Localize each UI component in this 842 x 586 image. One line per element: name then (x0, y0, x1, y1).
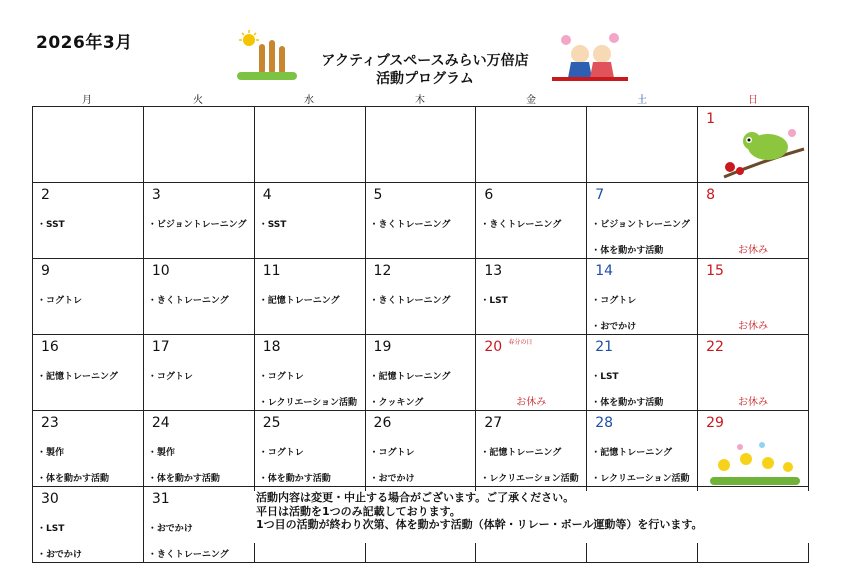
weekday-header (32, 91, 808, 105)
activity-item: ・記憶トレーニング (37, 372, 118, 382)
note-line: 平日は活動を1つのみ記載しております。 (256, 504, 461, 518)
activity-item: ・コグトレ (369, 448, 415, 458)
day-number: 17 (151, 339, 170, 355)
day-cell (143, 183, 254, 259)
activity-item: ・おでかけ (37, 550, 82, 560)
day-number: 15 (706, 263, 724, 279)
facility-name: アクティブスペースみらい万倍店 (321, 53, 529, 69)
day-cell (587, 411, 698, 487)
day-cell (33, 335, 144, 411)
day-number: 16 (41, 339, 59, 355)
activity-item: ・製作 (37, 448, 65, 458)
activity-item: ・体を動かす活動 (147, 474, 220, 484)
activity-item: ・きくトレーニング (147, 550, 229, 560)
day-number: 3 (151, 187, 161, 203)
note-line: 活動内容は変更・中止する場合がございます。ご了承ください。 (256, 491, 575, 504)
hina-dolls-icon (552, 30, 628, 82)
activity-item: ・ビジョントレーニング (591, 220, 690, 230)
day-number: 2 (41, 187, 50, 203)
day-number: 4 (262, 187, 272, 203)
day-cell (698, 183, 809, 259)
day-number: 9 (41, 263, 50, 279)
activity-item: ・きくトレーニング (369, 220, 451, 230)
day-cell (476, 107, 587, 183)
calendar-week (33, 411, 809, 487)
day-number: 29 (706, 415, 724, 431)
day-number: 6 (484, 187, 494, 203)
day-cell (476, 335, 587, 411)
day-cell (476, 259, 587, 335)
closed-label: お休み (516, 397, 547, 408)
day-number: 28 (595, 415, 614, 431)
day-cell (365, 107, 476, 183)
activity-item: ・コグトレ (591, 296, 637, 306)
day-number: 7 (595, 187, 605, 203)
activity-item: ・おでかけ (147, 524, 193, 534)
day-number: 13 (484, 263, 503, 279)
month-title: 2026年3月 (36, 33, 133, 53)
day-number: 30 (41, 491, 59, 507)
day-cell (698, 335, 809, 411)
activity-item: ・レクリエーション活動 (258, 398, 357, 408)
activity-item: ・きくトレーニング (147, 296, 229, 306)
weekday-thu: 木 (415, 95, 425, 106)
day-number: 10 (151, 263, 170, 279)
day-cell (143, 487, 254, 563)
activity-item: ・体を動かす活動 (591, 398, 664, 408)
day-cell (365, 259, 476, 335)
day-number: 1 (706, 111, 715, 127)
day-number: 5 (373, 187, 383, 203)
day-cell (587, 183, 698, 259)
day-number: 18 (262, 339, 281, 355)
weekday-fri: 金 (526, 95, 536, 106)
day-cell (33, 487, 144, 563)
day-number: 27 (484, 415, 503, 431)
holiday-name: 春分の日 (508, 339, 533, 346)
activity-item: ・コグトレ (258, 372, 304, 382)
day-cell (365, 411, 476, 487)
dandelion-flowers-icon (710, 441, 800, 485)
activity-item: ・記憶トレーニング (369, 372, 451, 382)
day-cell (587, 335, 698, 411)
weekday-sun: 日 (748, 95, 758, 106)
day-number: 11 (262, 263, 281, 279)
closed-label: お休み (738, 245, 769, 256)
calendar-week (33, 335, 809, 411)
day-cell (33, 411, 144, 487)
activity-item: ・SST (37, 220, 65, 230)
day-number: 25 (262, 415, 281, 431)
activity-item: ・記憶トレーニング (591, 448, 673, 458)
day-number: 20 (484, 339, 503, 355)
weekday-wed: 水 (304, 95, 314, 106)
day-cell (476, 183, 587, 259)
activity-item: ・製作 (147, 448, 175, 458)
activity-item: ・レクリエーション活動 (480, 474, 579, 484)
activity-item: ・体を動かす活動 (37, 474, 110, 484)
day-cell (587, 107, 698, 183)
day-cell (143, 335, 254, 411)
day-cell (254, 411, 365, 487)
activity-item: ・おでかけ (369, 474, 415, 484)
activity-item: ・コグトレ (147, 372, 193, 382)
activity-item: ・LST (591, 372, 619, 382)
activity-item: ・体を動かす活動 (591, 246, 664, 256)
activity-item: ・記憶トレーニング (258, 296, 340, 306)
day-cell (254, 183, 365, 259)
activity-item: ・SST (258, 220, 287, 230)
day-cell (476, 411, 587, 487)
closed-label: お休み (738, 397, 769, 408)
activity-item: ・記憶トレーニング (480, 448, 562, 458)
weekday-sat: 土 (637, 95, 647, 106)
page-title (300, 52, 550, 88)
activity-item: ・きくトレーニング (480, 220, 562, 230)
calendar-week (33, 183, 809, 259)
day-cell (143, 107, 254, 183)
weekday-tue: 火 (193, 95, 203, 106)
activity-item: ・レクリエーション活動 (591, 474, 690, 484)
day-cell (698, 411, 809, 487)
day-cell (587, 259, 698, 335)
activity-item: ・コグトレ (258, 448, 304, 458)
activity-item: ・きくトレーニング (369, 296, 451, 306)
calendar-week (33, 107, 809, 183)
activity-item: ・クッキング (369, 398, 424, 408)
day-cell (143, 259, 254, 335)
activity-item: ・コグトレ (37, 296, 83, 306)
day-number: 24 (151, 415, 170, 431)
activity-item: ・ビジョントレーニング (147, 220, 247, 230)
day-cell (143, 411, 254, 487)
day-cell (254, 335, 365, 411)
day-number: 22 (706, 339, 724, 355)
weekday-mon: 月 (82, 95, 92, 106)
activity-item: ・LST (480, 296, 508, 306)
day-number: 8 (706, 187, 715, 203)
day-number: 12 (373, 263, 392, 279)
activity-item: ・LST (37, 524, 65, 534)
activity-item: ・体を動かす活動 (258, 474, 331, 484)
note-line: 1つ目の活動が終わり次第、体を動かす活動（体幹・リレー・ボール運動等）を行います。 (256, 518, 703, 531)
day-cell (365, 183, 476, 259)
day-number: 26 (373, 415, 392, 431)
calendar-week (33, 259, 809, 335)
day-cell (254, 107, 365, 183)
program-title: 活動プログラム (376, 71, 474, 87)
day-cell (33, 259, 144, 335)
closed-label: お休み (738, 321, 769, 332)
day-cell (33, 107, 144, 183)
day-cell (254, 259, 365, 335)
day-number: 19 (373, 339, 392, 355)
notes (256, 491, 703, 532)
day-cell (698, 259, 809, 335)
day-cell (33, 183, 144, 259)
mejiro-bird-on-plum-icon (722, 121, 806, 181)
day-cell (698, 107, 809, 183)
horsetail-sprouts-icon (237, 30, 297, 82)
day-number: 21 (595, 339, 614, 355)
day-number: 23 (41, 415, 59, 431)
activity-item: ・おでかけ (591, 322, 637, 332)
day-number: 31 (151, 491, 170, 507)
day-cell (365, 335, 476, 411)
day-number: 14 (595, 263, 614, 279)
